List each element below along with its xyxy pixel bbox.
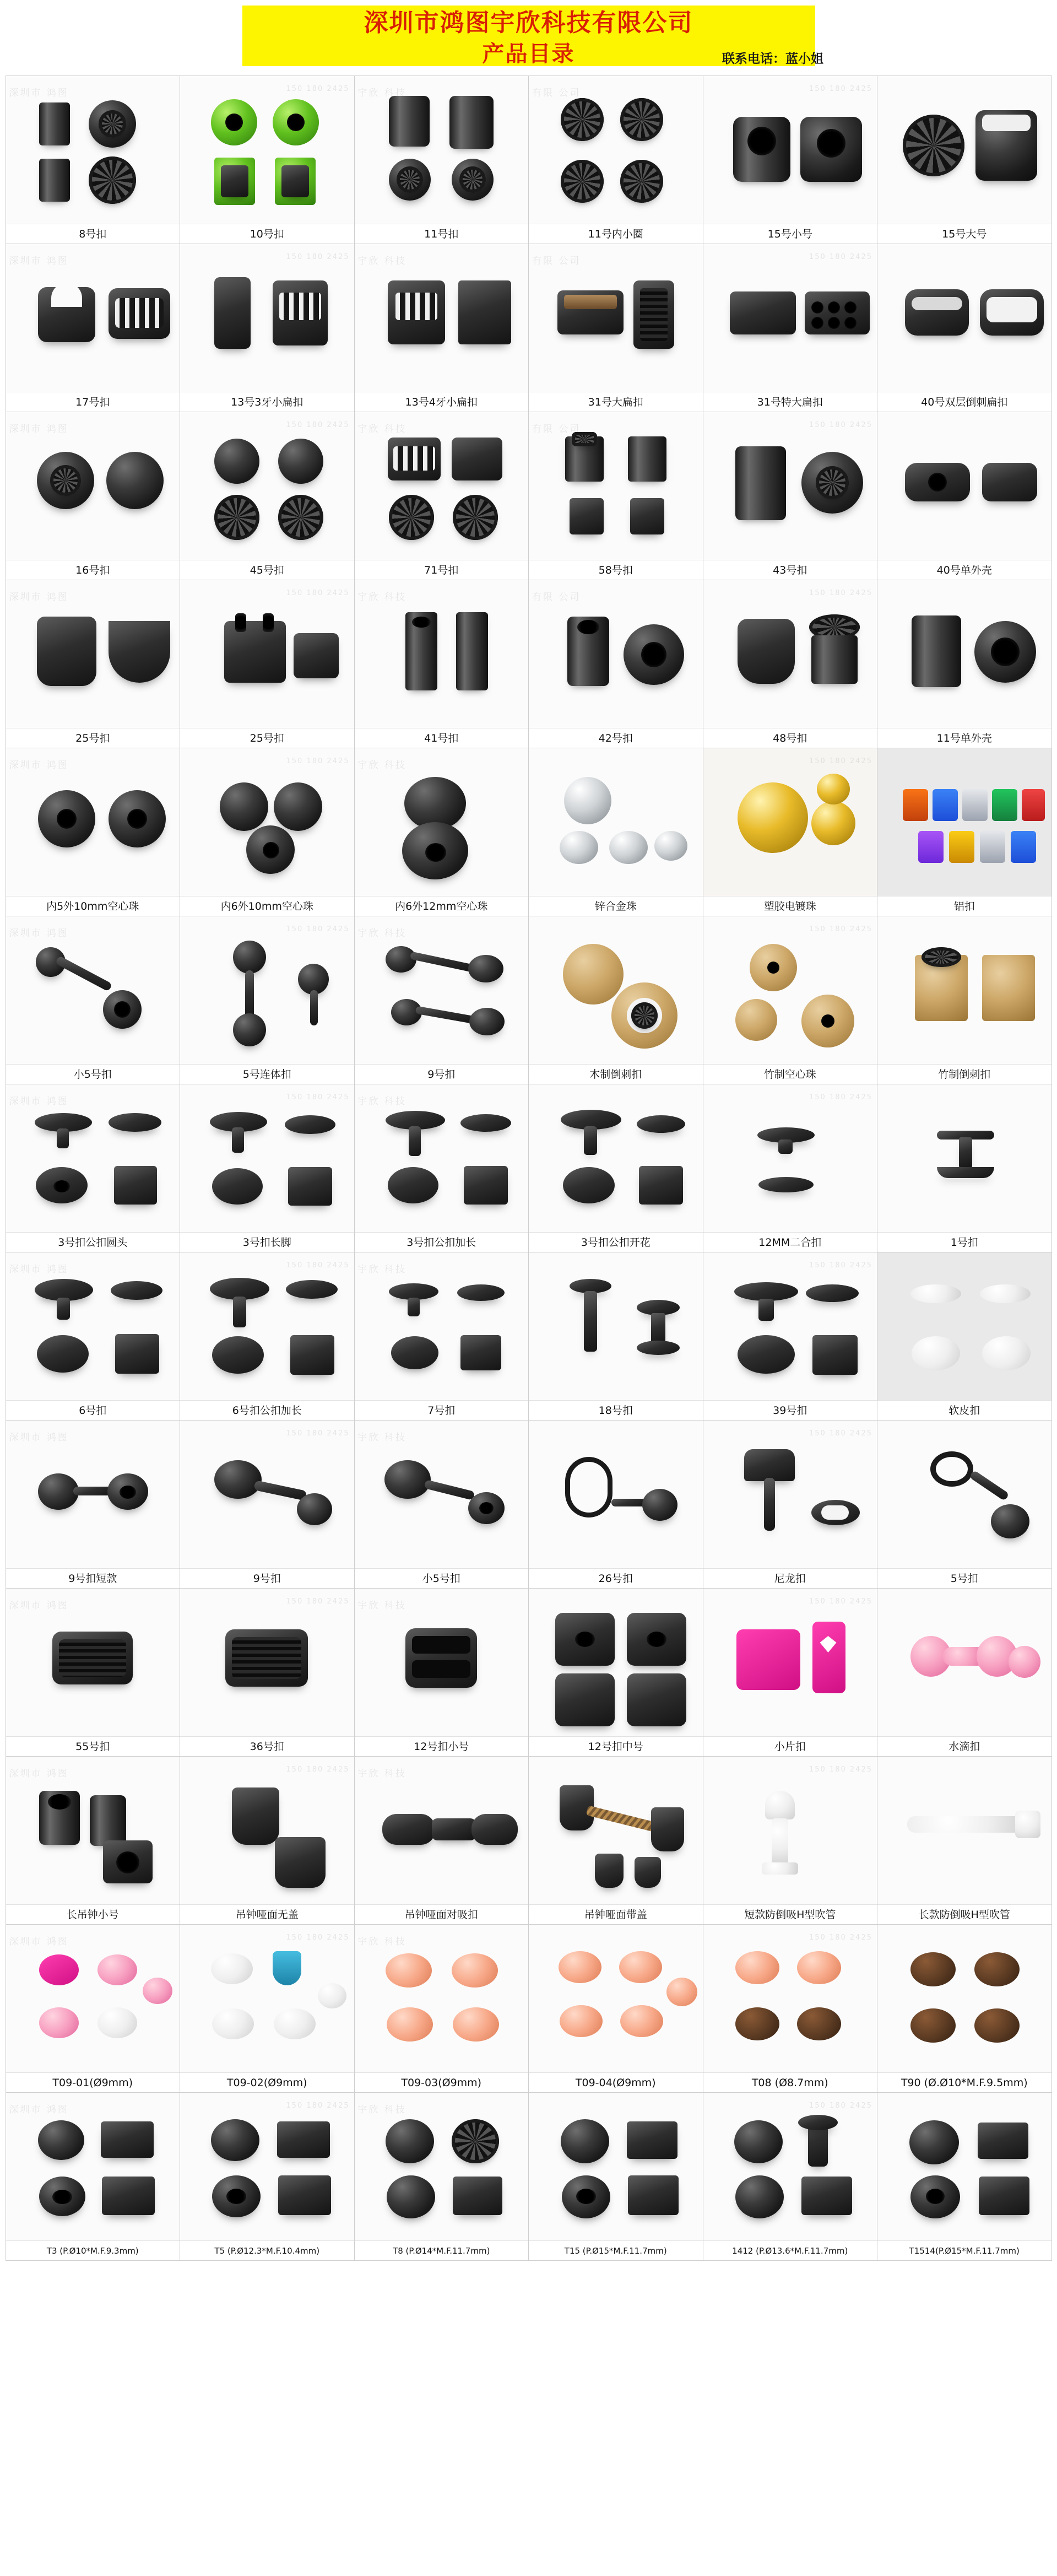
product-caption: 9号扣短款 — [6, 1568, 180, 1588]
watermark: 深圳市 鸿图 — [9, 256, 69, 267]
product-image — [529, 76, 703, 224]
product-cell[interactable] — [877, 244, 1052, 412]
watermark: 150 180 2425 — [809, 421, 872, 429]
product-caption: 内5外10mm空心珠 — [6, 896, 180, 916]
product-cell[interactable] — [529, 412, 703, 580]
product-caption: 3号扣公扣圆头 — [6, 1232, 180, 1252]
product-caption: 5号扣 — [877, 1568, 1051, 1588]
product-cell[interactable] — [529, 1421, 703, 1589]
product-image — [180, 1421, 354, 1568]
watermark: 深圳市 鸿图 — [9, 88, 69, 99]
product-image — [703, 748, 877, 896]
watermark: 宇欣 科技 — [357, 1096, 406, 1107]
product-cell[interactable] — [529, 916, 703, 1084]
product-caption: 小5号扣 — [6, 1064, 180, 1084]
product-image — [355, 1421, 529, 1568]
product-cell[interactable] — [180, 748, 355, 916]
product-image — [529, 1589, 703, 1736]
product-cell[interactable] — [529, 1757, 703, 1925]
watermark: 150 180 2425 — [809, 2102, 872, 2110]
watermark: 150 180 2425 — [809, 757, 872, 765]
product-cell[interactable] — [355, 1252, 529, 1421]
product-cell[interactable] — [180, 1757, 355, 1925]
product-image — [6, 1084, 180, 1232]
product-caption: 5号连体扣 — [180, 1064, 354, 1084]
product-caption: 11号单外壳 — [877, 728, 1051, 748]
watermark: 宇欣 科技 — [357, 1264, 406, 1275]
product-cell[interactable] — [703, 1589, 878, 1757]
product-cell[interactable] — [877, 1925, 1052, 2093]
product-cell[interactable] — [6, 244, 181, 412]
product-image — [6, 1421, 180, 1568]
product-cell[interactable] — [355, 580, 529, 748]
watermark: 150 180 2425 — [286, 1597, 350, 1606]
product-cell[interactable] — [703, 1757, 878, 1925]
product-image — [877, 1084, 1051, 1232]
product-caption: 6号扣公扣加长 — [180, 1400, 354, 1420]
product-caption: 48号扣 — [703, 728, 877, 748]
product-caption: 尼龙扣 — [703, 1568, 877, 1588]
watermark: 宇欣 科技 — [357, 1600, 406, 1611]
product-cell[interactable] — [877, 580, 1052, 748]
product-cell[interactable] — [180, 2093, 355, 2261]
product-image — [703, 1757, 877, 1904]
product-image — [703, 1589, 877, 1736]
watermark: 150 180 2425 — [809, 925, 872, 933]
product-image — [6, 1252, 180, 1400]
watermark: 150 180 2425 — [286, 85, 350, 93]
product-cell[interactable] — [180, 1421, 355, 1589]
watermark: 150 180 2425 — [286, 757, 350, 765]
product-caption: 长款防倒吸H型吹管 — [877, 1904, 1051, 1924]
product-caption: 13号3牙小扁扣 — [180, 392, 354, 412]
company-name: 深圳市鸿图宇欣科技有限公司 — [364, 9, 693, 37]
product-image — [703, 76, 877, 224]
product-cell[interactable] — [529, 244, 703, 412]
product-caption: T5 (P.Ø12.3*M.F.10.4mm) — [180, 2240, 354, 2260]
product-cell[interactable] — [703, 2093, 878, 2261]
product-caption: 内6外10mm空心珠 — [180, 896, 354, 916]
product-caption: 11号扣 — [355, 224, 529, 244]
product-cell[interactable] — [703, 1421, 878, 1589]
product-caption: 软皮扣 — [877, 1400, 1051, 1420]
product-cell[interactable] — [703, 1084, 878, 1252]
product-image — [529, 244, 703, 392]
product-cell[interactable] — [6, 916, 181, 1084]
watermark: 深圳市 鸿图 — [9, 424, 69, 435]
product-cell[interactable] — [703, 76, 878, 244]
product-image — [877, 1757, 1051, 1904]
product-caption: 8号扣 — [6, 224, 180, 244]
product-cell[interactable] — [355, 1589, 529, 1757]
product-image — [180, 1925, 354, 2072]
product-caption: 锌合金珠 — [529, 896, 703, 916]
product-caption: 长吊钟小号 — [6, 1904, 180, 1924]
product-image — [529, 1252, 703, 1400]
product-caption: T09-02(Ø9mm) — [180, 2072, 354, 2092]
product-caption: 9号扣 — [180, 1568, 354, 1588]
product-cell[interactable] — [180, 916, 355, 1084]
product-cell[interactable] — [529, 1084, 703, 1252]
product-caption: 竹制空心珠 — [703, 1064, 877, 1084]
product-caption: 40号单外壳 — [877, 560, 1051, 580]
product-image — [355, 1589, 529, 1736]
product-image — [877, 1589, 1051, 1736]
product-caption: 36号扣 — [180, 1736, 354, 1756]
watermark: 150 180 2425 — [809, 1597, 872, 1606]
product-caption: 41号扣 — [355, 728, 529, 748]
product-caption: 71号扣 — [355, 560, 529, 580]
product-image — [703, 244, 877, 392]
product-image — [529, 748, 703, 896]
product-cell[interactable] — [703, 1252, 878, 1421]
product-image — [529, 2093, 703, 2240]
product-caption: 小5号扣 — [355, 1568, 529, 1588]
product-image — [6, 76, 180, 224]
watermark: 有限 公司 — [532, 88, 581, 99]
watermark: 150 180 2425 — [286, 253, 350, 261]
watermark: 深圳市 鸿图 — [9, 1768, 69, 1779]
product-caption: 26号扣 — [529, 1568, 703, 1588]
watermark: 宇欣 科技 — [357, 592, 406, 603]
product-image — [877, 916, 1051, 1064]
product-cell[interactable] — [877, 412, 1052, 580]
product-cell[interactable] — [6, 1421, 181, 1589]
product-cell[interactable] — [877, 1084, 1052, 1252]
product-image — [180, 2093, 354, 2240]
product-image — [355, 580, 529, 728]
product-cell[interactable] — [703, 748, 878, 916]
product-caption: 43号扣 — [703, 560, 877, 580]
product-caption: 9号扣 — [355, 1064, 529, 1084]
product-cell[interactable] — [6, 412, 181, 580]
watermark: 150 180 2425 — [809, 589, 872, 597]
product-caption: 内6外12mm空心珠 — [355, 896, 529, 916]
product-cell[interactable] — [6, 2093, 181, 2261]
product-image — [703, 412, 877, 560]
watermark: 有限 公司 — [532, 424, 581, 435]
product-caption: 吊钟哑面对吸扣 — [355, 1904, 529, 1924]
product-image — [180, 1084, 354, 1232]
product-image — [529, 1084, 703, 1232]
product-image — [180, 916, 354, 1064]
product-caption: 18号扣 — [529, 1400, 703, 1420]
product-caption: 短款防倒吸H型吹管 — [703, 1904, 877, 1924]
product-caption: 塑胶电镀珠 — [703, 896, 877, 916]
product-caption: 40号双层倒刺扁扣 — [877, 392, 1051, 412]
product-caption: 45号扣 — [180, 560, 354, 580]
contact-info: 联系电话：蓝小姐 — [722, 52, 823, 66]
watermark: 150 180 2425 — [286, 1261, 350, 1270]
product-cell[interactable] — [355, 916, 529, 1084]
product-caption: T3 (P.Ø10*M.F.9.3mm) — [6, 2240, 180, 2260]
product-image — [529, 1925, 703, 2072]
product-caption: 11号内小圈 — [529, 224, 703, 244]
product-image — [355, 1757, 529, 1904]
product-cell[interactable] — [877, 2093, 1052, 2261]
product-cell[interactable] — [529, 2093, 703, 2261]
product-image — [355, 1925, 529, 2072]
product-caption: 42号扣 — [529, 728, 703, 748]
product-caption: 13号4牙小扁扣 — [355, 392, 529, 412]
watermark: 150 180 2425 — [809, 1261, 872, 1270]
product-caption: 12号扣中号 — [529, 1736, 703, 1756]
watermark: 150 180 2425 — [286, 1934, 350, 1942]
product-caption: T09-03(Ø9mm) — [355, 2072, 529, 2092]
product-image — [703, 580, 877, 728]
product-image — [180, 76, 354, 224]
watermark: 宇欣 科技 — [357, 256, 406, 267]
product-image — [6, 244, 180, 392]
product-cell[interactable] — [529, 1252, 703, 1421]
product-caption: 吊钟哑面带盖 — [529, 1904, 703, 1924]
product-cell[interactable] — [6, 580, 181, 748]
product-cell[interactable] — [6, 1589, 181, 1757]
product-cell[interactable] — [877, 1757, 1052, 1925]
product-cell[interactable] — [877, 748, 1052, 916]
product-image — [355, 1252, 529, 1400]
watermark: 宇欣 科技 — [357, 424, 406, 435]
watermark: 150 180 2425 — [809, 253, 872, 261]
product-image — [529, 412, 703, 560]
product-cell[interactable] — [877, 916, 1052, 1084]
product-image — [6, 412, 180, 560]
product-image — [355, 244, 529, 392]
product-cell[interactable] — [180, 580, 355, 748]
product-image — [180, 580, 354, 728]
product-caption: T09-04(Ø9mm) — [529, 2072, 703, 2092]
product-image — [355, 1084, 529, 1232]
watermark: 150 180 2425 — [809, 85, 872, 93]
watermark: 150 180 2425 — [809, 1934, 872, 1942]
product-caption: T08 (Ø8.7mm) — [703, 2072, 877, 2092]
product-caption: 7号扣 — [355, 1400, 529, 1420]
product-caption: 吊钟哑面无盖 — [180, 1904, 354, 1924]
product-cell[interactable] — [180, 412, 355, 580]
watermark: 150 180 2425 — [286, 1093, 350, 1101]
product-image — [703, 1925, 877, 2072]
watermark: 深圳市 鸿图 — [9, 1432, 69, 1443]
product-image — [180, 244, 354, 392]
product-cell[interactable] — [355, 1084, 529, 1252]
watermark: 150 180 2425 — [286, 421, 350, 429]
product-image — [877, 580, 1051, 728]
product-cell[interactable] — [6, 1084, 181, 1252]
product-cell[interactable] — [529, 1589, 703, 1757]
product-caption: 木制倒刺扣 — [529, 1064, 703, 1084]
watermark: 宇欣 科技 — [357, 1936, 406, 1947]
product-cell[interactable] — [6, 748, 181, 916]
product-image — [877, 244, 1051, 392]
watermark: 深圳市 鸿图 — [9, 2104, 69, 2115]
watermark: 150 180 2425 — [809, 1429, 872, 1438]
product-caption: T1514(P.Ø15*M.F.11.7mm) — [877, 2240, 1051, 2260]
product-cell[interactable] — [180, 1589, 355, 1757]
product-cell[interactable] — [877, 1589, 1052, 1757]
product-image — [703, 2093, 877, 2240]
watermark: 150 180 2425 — [286, 589, 350, 597]
product-cell[interactable] — [529, 1925, 703, 2093]
product-image — [529, 1757, 703, 1904]
product-cell[interactable] — [529, 580, 703, 748]
watermark: 有限 公司 — [532, 592, 581, 603]
watermark: 150 180 2425 — [286, 1429, 350, 1438]
product-cell[interactable] — [703, 412, 878, 580]
product-cell[interactable] — [6, 76, 181, 244]
product-cell[interactable] — [355, 76, 529, 244]
product-cell[interactable] — [355, 244, 529, 412]
product-caption: 水滴扣 — [877, 1736, 1051, 1756]
page-header — [0, 0, 1057, 72]
watermark: 宇欣 科技 — [357, 928, 406, 939]
product-image — [877, 1421, 1051, 1568]
watermark: 150 180 2425 — [809, 1765, 872, 1774]
watermark: 150 180 2425 — [286, 2102, 350, 2110]
product-cell[interactable] — [6, 1925, 181, 2093]
product-cell[interactable] — [180, 76, 355, 244]
watermark: 150 180 2425 — [286, 925, 350, 933]
product-image — [355, 748, 529, 896]
product-cell[interactable] — [6, 1757, 181, 1925]
product-caption: T8 (P.Ø14*M.F.11.7mm) — [355, 2240, 529, 2260]
watermark: 深圳市 鸿图 — [9, 1600, 69, 1611]
product-caption: 3号扣长脚 — [180, 1232, 354, 1252]
watermark: 宇欣 科技 — [357, 88, 406, 99]
product-caption: 17号扣 — [6, 392, 180, 412]
product-image — [355, 2093, 529, 2240]
product-caption: T15 (P.Ø15*M.F.11.7mm) — [529, 2240, 703, 2260]
watermark: 有限 公司 — [532, 256, 581, 267]
product-caption: T90 (Ø.Ø10*M.F.9.5mm) — [877, 2072, 1051, 2092]
product-image — [877, 76, 1051, 224]
product-cell[interactable] — [703, 1925, 878, 2093]
product-cell[interactable] — [877, 76, 1052, 244]
product-cell[interactable] — [355, 748, 529, 916]
product-grid — [6, 75, 1052, 2261]
product-image — [180, 748, 354, 896]
product-image — [355, 76, 529, 224]
product-image — [877, 2093, 1051, 2240]
product-cell[interactable] — [355, 1757, 529, 1925]
product-cell[interactable] — [355, 412, 529, 580]
product-caption: 竹制倒刺扣 — [877, 1064, 1051, 1084]
product-cell[interactable] — [703, 580, 878, 748]
product-caption: 25号扣 — [6, 728, 180, 748]
product-cell[interactable] — [180, 244, 355, 412]
product-caption: 1412 (P.Ø13.6*M.F.11.7mm) — [703, 2240, 877, 2260]
product-image — [6, 580, 180, 728]
product-caption: 16号扣 — [6, 560, 180, 580]
product-image — [529, 580, 703, 728]
product-cell[interactable] — [180, 1252, 355, 1421]
product-caption: 3号扣公扣开花 — [529, 1232, 703, 1252]
product-image — [877, 748, 1051, 896]
product-caption: 小片扣 — [703, 1736, 877, 1756]
product-cell[interactable] — [529, 748, 703, 916]
watermark: 宇欣 科技 — [357, 1768, 406, 1779]
watermark: 深圳市 鸿图 — [9, 592, 69, 603]
watermark: 宇欣 科技 — [357, 1432, 406, 1443]
product-caption: 25号扣 — [180, 728, 354, 748]
watermark: 宇欣 科技 — [357, 2104, 406, 2115]
watermark: 深圳市 鸿图 — [9, 1096, 69, 1107]
product-image — [877, 1252, 1051, 1400]
product-image — [180, 1252, 354, 1400]
product-caption: 15号大号 — [877, 224, 1051, 244]
product-image — [703, 1421, 877, 1568]
product-cell[interactable] — [877, 1421, 1052, 1589]
product-image — [6, 1757, 180, 1904]
product-image — [703, 1252, 877, 1400]
product-caption: 铝扣 — [877, 896, 1051, 916]
product-image — [703, 916, 877, 1064]
watermark: 150 180 2425 — [286, 1765, 350, 1774]
product-image — [529, 916, 703, 1064]
product-image — [6, 916, 180, 1064]
product-cell[interactable] — [355, 1925, 529, 2093]
product-cell[interactable] — [355, 1421, 529, 1589]
product-image — [6, 1925, 180, 2072]
product-cell[interactable] — [877, 1252, 1052, 1421]
product-cell[interactable] — [355, 2093, 529, 2261]
product-image — [877, 412, 1051, 560]
product-caption: 31号大扁扣 — [529, 392, 703, 412]
product-caption: 6号扣 — [6, 1400, 180, 1420]
product-caption: 15号小号 — [703, 224, 877, 244]
product-caption: 12MM二合扣 — [703, 1232, 877, 1252]
product-caption: 1号扣 — [877, 1232, 1051, 1252]
product-image — [6, 1589, 180, 1736]
watermark: 深圳市 鸿图 — [9, 760, 69, 771]
product-image — [355, 916, 529, 1064]
product-image — [180, 412, 354, 560]
product-image — [703, 1084, 877, 1232]
product-cell[interactable] — [703, 244, 878, 412]
product-image — [6, 2093, 180, 2240]
watermark: 深圳市 鸿图 — [9, 1936, 69, 1947]
product-image — [529, 1421, 703, 1568]
product-cell[interactable] — [529, 76, 703, 244]
product-image — [877, 1925, 1051, 2072]
product-image — [180, 1757, 354, 1904]
product-caption: 3号扣公扣加长 — [355, 1232, 529, 1252]
product-image — [355, 412, 529, 560]
watermark: 深圳市 鸿图 — [9, 1264, 69, 1275]
product-cell[interactable] — [180, 1084, 355, 1252]
product-caption: 12号扣小号 — [355, 1736, 529, 1756]
watermark: 150 180 2425 — [809, 1093, 872, 1101]
product-cell[interactable] — [6, 1252, 181, 1421]
product-image — [180, 1589, 354, 1736]
product-caption: 31号特大扁扣 — [703, 392, 877, 412]
watermark: 深圳市 鸿图 — [9, 928, 69, 939]
product-caption: T09-01(Ø9mm) — [6, 2072, 180, 2092]
watermark: 宇欣 科技 — [357, 760, 406, 771]
page-title: 产品目录 — [482, 41, 575, 67]
product-caption: 10号扣 — [180, 224, 354, 244]
product-image — [6, 748, 180, 896]
product-caption: 58号扣 — [529, 560, 703, 580]
product-cell[interactable] — [180, 1925, 355, 2093]
product-caption: 55号扣 — [6, 1736, 180, 1756]
product-cell[interactable] — [703, 916, 878, 1084]
product-caption: 39号扣 — [703, 1400, 877, 1420]
